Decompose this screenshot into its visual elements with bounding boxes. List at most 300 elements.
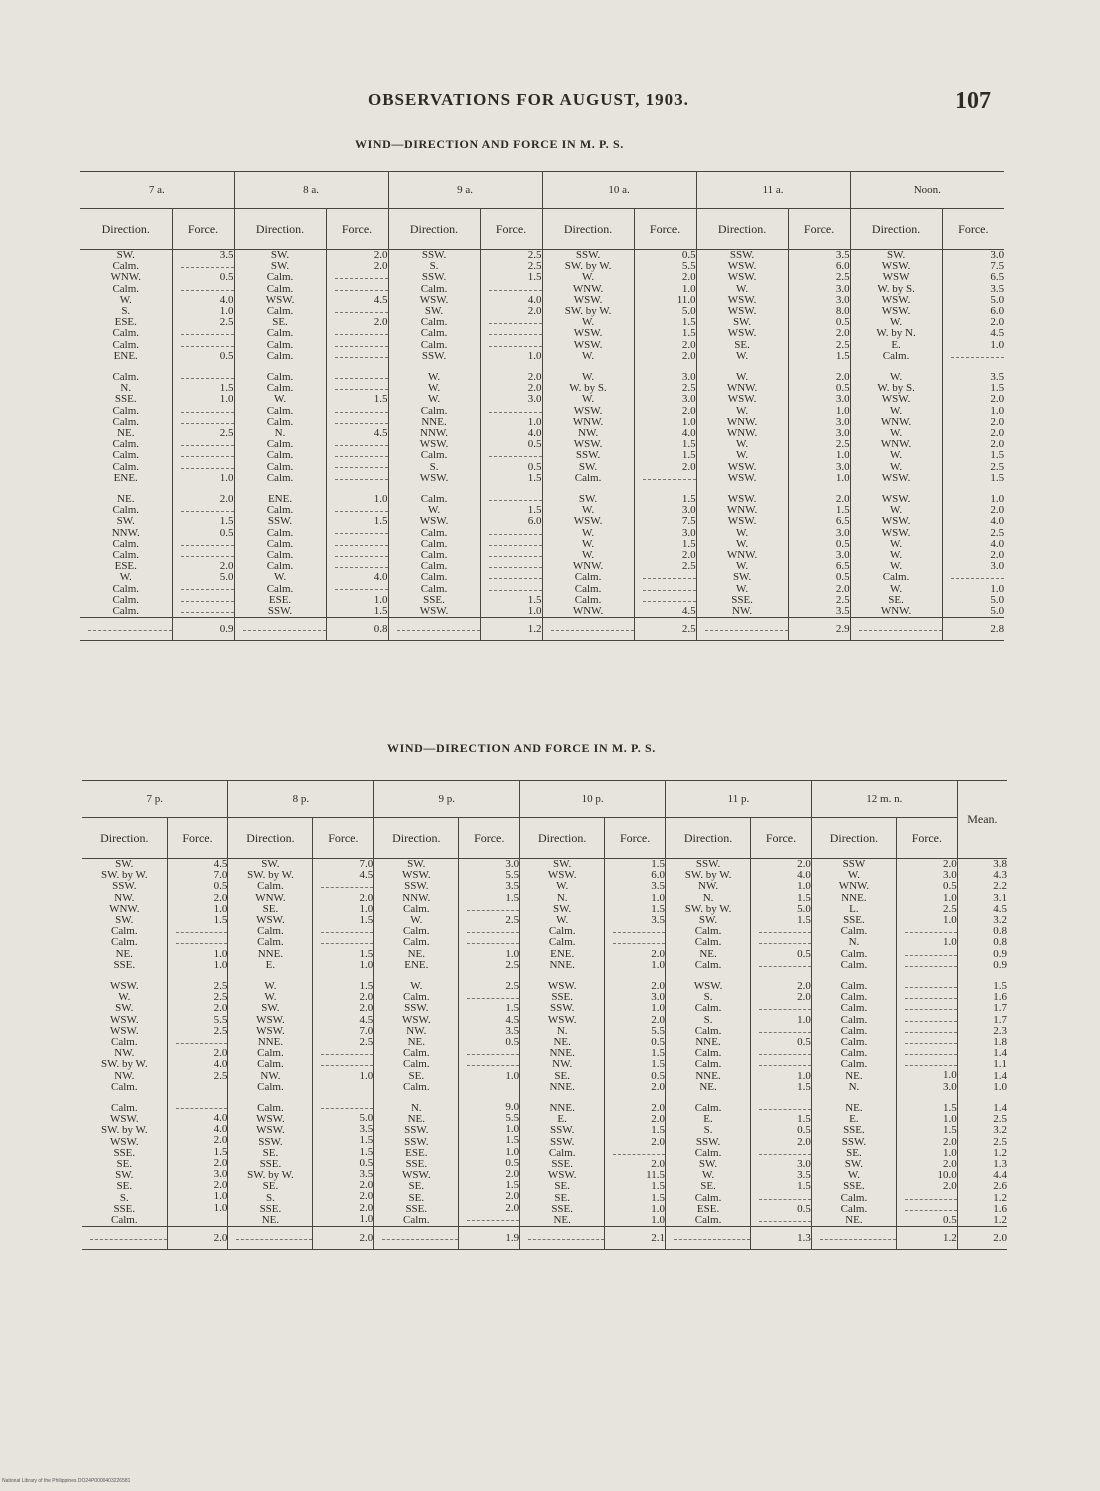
force-value: 1.0 xyxy=(505,1123,520,1136)
direction-value: NNE. xyxy=(841,891,867,904)
direction-value: Calm. xyxy=(840,980,868,993)
direction-value: WSW. xyxy=(419,515,449,528)
hour-header: 10 a. xyxy=(542,172,696,209)
direction-value: SE. xyxy=(116,1158,133,1171)
direction-value: SE. xyxy=(408,1069,425,1082)
force-value: 2.5 xyxy=(990,460,1005,473)
average-force: 1.2 xyxy=(896,1227,957,1250)
blank-entry xyxy=(666,1233,750,1244)
blank-entry xyxy=(173,340,234,351)
direction-value: SSW. xyxy=(404,1135,429,1148)
direction-value: NE. xyxy=(117,427,135,440)
force-column xyxy=(480,250,542,618)
force-value: 2.0 xyxy=(990,393,1005,406)
average-force: 0.8 xyxy=(326,618,388,641)
blank-entry xyxy=(481,494,542,505)
direction-value: SSW. xyxy=(695,858,721,870)
force-value: 2.0 xyxy=(835,371,850,384)
direction-value: NE. xyxy=(845,1214,863,1227)
direction-value: S. xyxy=(429,460,439,473)
direction-value: Calm. xyxy=(112,260,140,273)
blank-entry xyxy=(173,550,234,561)
force-value: 1.5 xyxy=(990,449,1005,462)
direction-value: Calm. xyxy=(420,327,448,340)
force-value: 3.0 xyxy=(835,526,850,539)
force-value: 2.0 xyxy=(651,1158,665,1171)
force-value: 1.5 xyxy=(651,1191,665,1204)
direction-value: Calm. xyxy=(257,1058,284,1071)
force-value: 1.5 xyxy=(219,382,234,395)
force-value: 2.0 xyxy=(681,549,696,562)
force-value: 2.5 xyxy=(505,958,520,971)
blank-entry xyxy=(168,1102,228,1113)
direction-value: Calm. xyxy=(111,1036,138,1049)
force-value: 4.5 xyxy=(373,426,388,439)
direction-value: N. xyxy=(556,1024,568,1037)
force-value: 1.5 xyxy=(359,979,374,992)
blank-entry xyxy=(751,1193,811,1204)
direction-value: SSW. xyxy=(575,249,601,261)
average-direction xyxy=(374,1227,459,1250)
force-value: 6.0 xyxy=(651,869,665,882)
direction-value: Calm. xyxy=(574,571,602,584)
force-value: 0.9 xyxy=(993,947,1007,960)
direction-value: WSW. xyxy=(881,293,911,306)
force-value: 1.5 xyxy=(943,1101,957,1114)
force-value: 0.5 xyxy=(681,249,696,261)
blank-entry xyxy=(173,505,234,516)
direction-value: ESE. xyxy=(268,593,292,606)
direction-value: W. xyxy=(427,393,441,406)
force-value: 0.5 xyxy=(651,1036,665,1049)
force-value: 1.1 xyxy=(993,1058,1007,1071)
direction-value: NE. xyxy=(407,947,425,960)
force-value: 3.0 xyxy=(835,393,850,406)
blank-entry xyxy=(459,904,519,915)
blank-entry xyxy=(751,960,811,971)
force-value: 1.5 xyxy=(651,1180,665,1193)
blank-entry xyxy=(520,1233,604,1244)
direction-value: NNW. xyxy=(402,891,431,904)
force-value: 2.5 xyxy=(213,1024,228,1037)
blank-entry xyxy=(851,624,942,635)
direction-value: Calm. xyxy=(266,549,294,562)
direction-value: Calm. xyxy=(112,504,140,517)
direction-value: SW. xyxy=(115,914,134,927)
direction-value: W. xyxy=(581,549,595,562)
direction-value: Calm. xyxy=(112,537,140,550)
direction-value: SSE. xyxy=(113,1202,136,1215)
direction-header: Direction. xyxy=(374,818,459,859)
direction-column xyxy=(374,859,459,1227)
force-value: 1.5 xyxy=(835,504,850,517)
direction-value: WNW. xyxy=(255,891,286,904)
direction-value: Calm. xyxy=(694,1146,722,1159)
blank-entry xyxy=(82,1233,167,1244)
force-value: 4.0 xyxy=(219,293,234,306)
average-force: 1.9 xyxy=(459,1227,520,1250)
force-value: 1.4 xyxy=(993,1102,1007,1115)
force-column xyxy=(167,859,228,1227)
force-column xyxy=(942,250,1004,618)
force-value: 1.5 xyxy=(359,947,374,960)
direction-value: SW. by W. xyxy=(247,869,294,882)
force-value: 1.0 xyxy=(359,958,374,971)
force-value: 2.0 xyxy=(990,504,1005,517)
force-value: 4.4 xyxy=(993,1169,1007,1182)
direction-value: N. xyxy=(556,891,568,904)
direction-value: SE. xyxy=(554,1180,570,1193)
direction-value: WSW. xyxy=(573,327,603,340)
direction-value: WSW. xyxy=(881,260,911,273)
direction-value: Calm. xyxy=(840,1058,868,1071)
direction-value: NW. xyxy=(114,891,135,904)
force-value: 1.4 xyxy=(993,1047,1007,1060)
force-value: 3.0 xyxy=(835,427,850,440)
force-value: 5.0 xyxy=(990,293,1005,306)
force-value: 2.5 xyxy=(505,979,520,992)
blank-entry xyxy=(897,1026,957,1037)
direction-value: WSW. xyxy=(727,393,757,406)
direction-value: SW. by W. xyxy=(684,902,732,915)
direction-value: WSW. xyxy=(256,1024,285,1037)
direction-value: Calm. xyxy=(266,526,294,539)
direction-value: SW. by W. xyxy=(684,869,732,882)
force-value: 1.0 xyxy=(990,338,1005,351)
force-value: 2.0 xyxy=(219,492,234,505)
force-value: 2.5 xyxy=(213,991,228,1004)
direction-value: WNW. xyxy=(572,560,604,573)
direction-value: WNW. xyxy=(572,605,604,618)
force-value: 4.5 xyxy=(681,605,696,618)
direction-value: W. xyxy=(701,1169,715,1182)
blank-entry xyxy=(481,406,542,417)
direction-value: SSW. xyxy=(575,449,601,462)
direction-value: E. xyxy=(891,338,901,351)
force-value: 2.5 xyxy=(943,902,957,915)
force-value: 0.5 xyxy=(527,438,542,451)
force-value: 1.5 xyxy=(990,471,1005,484)
direction-value: W. xyxy=(890,427,903,440)
group-spacer xyxy=(168,1082,228,1092)
force-value: 2.0 xyxy=(943,1157,957,1170)
force-value: 2.0 xyxy=(505,1167,520,1180)
direction-value: SSW. xyxy=(404,1124,429,1137)
force-value: 3.5 xyxy=(835,249,850,261)
blank-entry xyxy=(327,527,388,538)
direction-value: Calm. xyxy=(111,936,138,949)
direction-value: Calm. xyxy=(266,327,294,340)
direction-value: ESE. xyxy=(405,1146,428,1159)
direction-value: ESE. xyxy=(114,316,137,329)
direction-value: Calm. xyxy=(420,537,448,550)
blank-entry xyxy=(173,439,234,450)
force-value: 5.5 xyxy=(505,1111,520,1124)
blank-entry xyxy=(897,1037,957,1048)
direction-value: W. xyxy=(890,582,903,595)
force-value: 1.0 xyxy=(651,958,665,971)
direction-value: Calm. xyxy=(694,958,722,971)
force-value: 4.0 xyxy=(990,515,1005,528)
blank-entry xyxy=(751,1048,811,1059)
direction-value: WSW. xyxy=(727,460,757,473)
average-direction xyxy=(850,618,942,641)
direction-value: Calm. xyxy=(694,1047,722,1060)
hour-header: Noon. xyxy=(850,172,1004,209)
blank-entry xyxy=(897,1193,957,1204)
direction-value: N. xyxy=(702,891,714,904)
force-value: 1.2 xyxy=(993,1146,1007,1159)
group-spacer xyxy=(481,484,542,494)
direction-value: Calm. xyxy=(111,1102,138,1115)
blank-entry xyxy=(459,1059,519,1070)
blank-entry xyxy=(812,1233,896,1244)
direction-value: Calm. xyxy=(420,549,448,562)
direction-value: Calm. xyxy=(112,338,140,351)
force-value: 1.0 xyxy=(213,947,228,960)
blank-entry xyxy=(481,284,542,295)
direction-value: Calm. xyxy=(266,560,294,573)
direction-value: SSE. xyxy=(113,958,136,971)
blank-entry xyxy=(389,624,480,635)
direction-value: WSW xyxy=(882,271,910,284)
force-value: 3.5 xyxy=(505,1024,520,1037)
force-value: 1.0 xyxy=(359,1069,374,1082)
blank-entry xyxy=(459,937,519,948)
force-value: 4.5 xyxy=(359,1013,374,1026)
direction-value: Calm. xyxy=(694,1002,722,1015)
direction-value: W. xyxy=(119,293,132,306)
force-value: 1.0 xyxy=(651,1214,665,1227)
average-force: 2.1 xyxy=(605,1227,666,1250)
hour-header: 8 p. xyxy=(228,781,374,818)
direction-header: Direction. xyxy=(696,209,788,250)
blank-entry xyxy=(943,572,1005,583)
blank-entry xyxy=(173,583,234,594)
force-value: 2.5 xyxy=(835,271,850,284)
direction-value: SE. xyxy=(700,1180,716,1193)
force-value: 3.0 xyxy=(681,393,696,406)
force-value: 0.5 xyxy=(835,537,850,550)
direction-value: Calm. xyxy=(840,991,868,1004)
direction-value: NE. xyxy=(261,1214,280,1227)
direction-value: Calm. xyxy=(420,316,448,329)
average-direction xyxy=(811,1227,896,1250)
force-value: 1.8 xyxy=(993,1036,1007,1049)
blank-entry xyxy=(313,926,373,937)
force-value: 2.0 xyxy=(681,271,696,284)
direction-value: WSW. xyxy=(727,515,757,528)
force-value: 0.5 xyxy=(219,349,234,362)
direction-value: N. xyxy=(120,382,132,395)
direction-value: Calm. xyxy=(840,1047,868,1060)
direction-value: NNW. xyxy=(420,427,449,440)
direction-value: W. xyxy=(890,460,903,473)
direction-value: SE. xyxy=(262,902,279,915)
average-force: 2.5 xyxy=(634,618,696,641)
direction-value: SSW. xyxy=(549,1002,575,1015)
direction-value: WSW. xyxy=(881,393,911,406)
direction-column xyxy=(811,859,896,1227)
direction-value: W. xyxy=(736,282,749,295)
force-value: 1.3 xyxy=(993,1158,1007,1171)
direction-header: Direction. xyxy=(228,818,313,859)
direction-value: Calm. xyxy=(840,958,868,971)
direction-column xyxy=(666,859,751,1227)
blank-entry xyxy=(173,462,234,473)
direction-value: NW. xyxy=(260,1069,281,1082)
direction-value: Calm. xyxy=(266,371,294,384)
force-value: 3.0 xyxy=(835,293,850,306)
force-header: Force. xyxy=(326,209,388,250)
force-value: 3.5 xyxy=(219,249,234,261)
direction-value: WSW. xyxy=(419,293,449,306)
mean-column xyxy=(957,859,1007,1227)
direction-value: Calm. xyxy=(403,936,430,949)
direction-value: WSW. xyxy=(256,1124,285,1137)
direction-value: W. xyxy=(581,316,595,329)
direction-value: SE. xyxy=(262,1180,279,1193)
direction-value: W. xyxy=(581,271,595,284)
direction-value: W. xyxy=(410,914,423,927)
force-value: 1.0 xyxy=(797,1013,811,1026)
blank-entry xyxy=(543,624,634,635)
direction-value: SW. xyxy=(270,249,290,261)
direction-value: WSW. xyxy=(109,1113,139,1126)
force-value: 1.5 xyxy=(359,1134,374,1147)
force-value: 1.0 xyxy=(835,449,850,462)
force-column xyxy=(751,859,812,1227)
direction-value: SW. xyxy=(116,249,135,261)
force-value: 1.0 xyxy=(990,493,1005,506)
direction-value: W. xyxy=(581,537,595,550)
force-value: 1.6 xyxy=(993,1202,1007,1215)
force-value: 2.0 xyxy=(651,1013,665,1026)
average-row xyxy=(80,618,1004,641)
direction-value: WSW. xyxy=(573,438,603,451)
direction-value: WSW. xyxy=(401,1013,431,1026)
direction-value: Calm. xyxy=(694,1191,722,1204)
direction-column xyxy=(850,250,942,618)
direction-value: SSE. xyxy=(405,1202,428,1215)
direction-value: WSW. xyxy=(256,1013,285,1026)
blank-entry xyxy=(751,937,811,948)
direction-value: Calm. xyxy=(112,327,140,340)
direction-value: W. xyxy=(890,537,903,550)
force-value: 4.0 xyxy=(681,427,696,440)
force-value: 2.0 xyxy=(835,493,850,506)
blank-entry xyxy=(635,473,696,484)
direction-value: W. xyxy=(736,526,749,539)
direction-value: WNW. xyxy=(838,880,870,893)
direction-value: W. xyxy=(118,991,131,1004)
direction-column xyxy=(542,250,634,618)
force-value: 0.5 xyxy=(835,316,850,329)
direction-value: WSW. xyxy=(693,980,723,993)
force-value: 4.0 xyxy=(213,1123,228,1136)
average-direction xyxy=(80,618,172,641)
direction-value: Calm. xyxy=(257,925,284,938)
force-value: 0.5 xyxy=(943,880,957,893)
direction-value: WNW. xyxy=(726,504,758,517)
force-value: 1.0 xyxy=(213,958,228,971)
direction-value: Calm. xyxy=(266,449,294,462)
direction-value: Calm. xyxy=(111,1214,138,1227)
direction-header: Direction. xyxy=(850,209,942,250)
average-direction xyxy=(666,1227,751,1250)
direction-value: S. xyxy=(429,260,439,273)
force-value: 7.5 xyxy=(990,260,1005,273)
column-header-row xyxy=(82,818,1007,859)
average-force: 2.8 xyxy=(942,618,1004,641)
direction-value: NNE. xyxy=(421,415,447,428)
force-header: Force. xyxy=(459,818,520,859)
force-value: 1.0 xyxy=(505,1069,520,1082)
force-value: 1.5 xyxy=(943,1124,957,1137)
direction-value: SE. xyxy=(734,338,750,351)
direction-value: WSW. xyxy=(401,869,431,882)
force-value: 2.0 xyxy=(651,980,665,992)
average-direction xyxy=(542,618,634,641)
direction-column xyxy=(696,250,788,618)
force-value: 2.6 xyxy=(993,1180,1007,1193)
direction-value: WSW. xyxy=(573,515,603,528)
force-value: 3.0 xyxy=(681,504,696,517)
force-value: 1.5 xyxy=(797,914,811,927)
direction-value: W. by S. xyxy=(877,282,915,295)
direction-value: SW. xyxy=(407,858,426,870)
direction-value: SSE. xyxy=(551,991,574,1004)
blank-entry xyxy=(751,926,811,937)
force-value: 2.0 xyxy=(990,415,1005,428)
direction-value: SW. xyxy=(732,571,752,584)
direction-value: WSW. xyxy=(727,493,757,506)
direction-value: NE. xyxy=(117,493,135,506)
force-value: 2.0 xyxy=(681,404,696,417)
direction-value: Calm. xyxy=(694,1214,722,1227)
direction-value: W. xyxy=(736,449,749,462)
force-value: 1.0 xyxy=(681,282,696,295)
direction-value: W. xyxy=(890,504,903,517)
group-spacer xyxy=(168,1092,228,1102)
blank-entry xyxy=(605,937,665,948)
group-spacer xyxy=(751,1093,811,1103)
force-value: 1.0 xyxy=(373,593,388,606)
force-value: 0.5 xyxy=(797,947,811,960)
force-value: 1.5 xyxy=(797,1113,811,1126)
direction-value: Calm. xyxy=(840,1191,868,1204)
direction-value: SE. xyxy=(888,593,904,606)
blank-entry xyxy=(481,584,542,595)
direction-value: N. xyxy=(410,1102,422,1115)
force-value: 4.5 xyxy=(213,858,228,870)
force-value: 1.0 xyxy=(527,604,542,617)
force-value: 2.5 xyxy=(835,593,850,606)
force-value: 2.0 xyxy=(527,305,542,317)
force-value: 1.0 xyxy=(505,1145,520,1158)
direction-value: Calm. xyxy=(112,415,140,428)
force-value: 1.0 xyxy=(835,404,850,417)
hour-header: 12 m. n. xyxy=(811,781,957,818)
force-value: 1.0 xyxy=(993,1080,1007,1093)
force-value: 3.5 xyxy=(359,1167,374,1180)
group-spacer xyxy=(313,1082,373,1092)
direction-value: SSW. xyxy=(729,249,755,261)
direction-column xyxy=(388,250,480,618)
direction-value: W. xyxy=(427,504,441,517)
force-value: 3.0 xyxy=(835,460,850,473)
blank-entry xyxy=(481,539,542,550)
